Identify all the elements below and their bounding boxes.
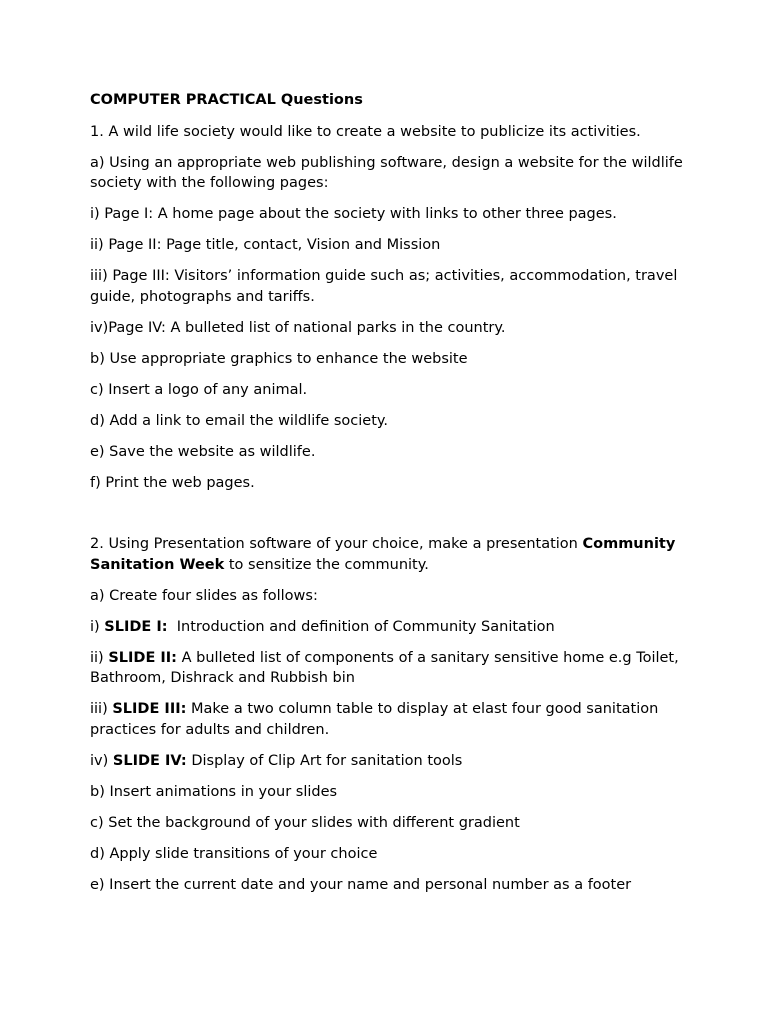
- q2-intro-bold: Community Sanitation Week: [90, 536, 676, 573]
- q2-b: b) Insert animations in your slides: [90, 783, 338, 800]
- slide-4-prefix: iv): [90, 752, 113, 769]
- document-page: [90, 90, 690, 906]
- q1-page-4: iv)Page IV: A bulleted list of national parks in the country.: [90, 319, 506, 336]
- slide-4-text: Display of Clip Art for sanitation tools: [186, 752, 463, 769]
- slide-1-text: Introduction and definition of Community Sanitation: [167, 618, 555, 635]
- q2-intro: [90, 534, 690, 575]
- q1-f: f) Print the web pages.: [90, 474, 255, 491]
- q2-slide-2: [90, 648, 690, 689]
- q2-slide-3: [90, 699, 690, 740]
- q2-slide-4: [90, 751, 690, 772]
- q2-e: e) Insert the current date and your name and personal number as a footer: [90, 876, 632, 893]
- q1-b: b) Use appropriate graphics to enhance the website: [90, 350, 468, 367]
- q1-a: a) Using an appropriate web publishing software, design a website for the wildlife society with the following pages:: [90, 154, 683, 191]
- q1-e: e) Save the website as wildlife.: [90, 443, 316, 460]
- document-title: COMPUTER PRACTICAL Questions: [90, 92, 363, 108]
- q1-d: d) Add a link to email the wildlife society.: [90, 412, 389, 429]
- q2-a: a) Create four slides as follows:: [90, 587, 318, 604]
- q1-page-2: ii) Page II: Page title, contact, Vision and Mission: [90, 237, 441, 253]
- q1-intro: 1. A wild life society would like to create a website to publicize its activities.: [90, 123, 641, 140]
- q1-page-3: iii) Page III: Visitors’ information guide such as; activities, accommodation, travel guide, photographs and tariffs.: [90, 268, 678, 305]
- q2-slide-1: [90, 617, 690, 638]
- slide-3-label: SLIDE III:: [112, 701, 187, 717]
- q2-d: d) Apply slide transitions of your choice: [90, 845, 378, 862]
- q1-c: c) Insert a logo of any animal.: [90, 381, 308, 398]
- slide-4-label: SLIDE IV:: [112, 752, 187, 769]
- q2-c: c) Set the background of your slides with different gradient: [90, 814, 520, 831]
- q1-page-1: i) Page I: A home page about the society with links to other three pages.: [90, 206, 617, 222]
- q2-intro-pre: 2. Using Presentation software of your choice, make a presentation: [90, 536, 583, 552]
- slide-1-label: SLIDE I:: [104, 618, 168, 635]
- q2-intro-post: to sensitize the community.: [224, 556, 429, 573]
- slide-2-label: SLIDE II:: [108, 649, 177, 666]
- slide-2-text: A bulleted list of components of a sanitary sensitive home e.g Toilet, Bathroom, Dishrack and Rubbish bin: [90, 649, 679, 686]
- slide-3-prefix: iii): [90, 701, 113, 717]
- slide-3-text: Make a two column table to display at elast four good sanitation practices for adults and children.: [90, 701, 659, 738]
- slide-1-prefix: i): [90, 618, 105, 635]
- slide-2-prefix: ii): [90, 649, 109, 666]
